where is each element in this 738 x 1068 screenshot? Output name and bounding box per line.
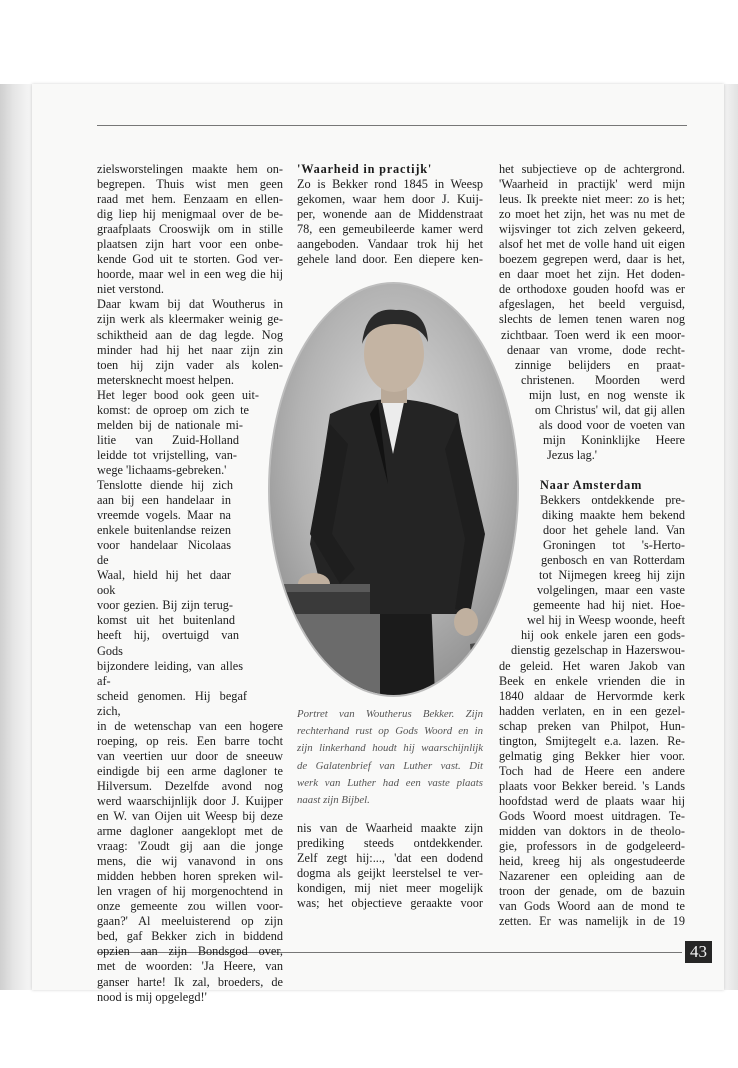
text-line: dig liep hij menigmaal over de be-: [97, 207, 283, 222]
text-line: plaats voor Bekker bereid. 's Lands: [499, 778, 685, 793]
text-line: gehele land door. Een diepere ken-: [297, 252, 483, 267]
text-line: dienstig gezelschap in Hazerswou-: [511, 643, 685, 658]
text-line: raad met hem. Eenzaam en ellen-: [97, 192, 283, 207]
text-line: opzien aan zijn Bondsgod over,: [97, 944, 283, 959]
text-line: in de wetenschap van een hogere: [97, 718, 283, 733]
text-line: en W. van Oijen uit Weesp bij deze: [97, 809, 283, 824]
text-line: Het leger bood ook geen uit-: [97, 387, 259, 402]
text-line: leus. Ik preekte niet meer: zo is het;: [499, 192, 685, 207]
portrait-caption: [297, 706, 483, 809]
text-line: bijzondere leiding, van alles af-: [97, 658, 243, 688]
text-line: Tenslotte diende hij zich: [97, 477, 233, 492]
text-line: kondigen, mij niet meer mogelijk: [297, 881, 483, 896]
text-line: Beek en enkele vrienden die in: [499, 673, 685, 688]
text-line: hoorde, maar wel in een weg die hij: [97, 267, 283, 282]
text-line: Waal, hield hij het daar ook: [97, 568, 231, 598]
text-line: schap preken van Philpot, Hun-: [499, 718, 685, 733]
text-line: onze gemeente zou willen voor-: [97, 899, 283, 914]
text-line: nood is mij opgelegd!': [97, 989, 207, 1004]
text-line: gemeente had hij niet. Hoe-: [533, 598, 685, 613]
text-line: tington, Smijtegelt e.a. lazen. Re-: [499, 733, 685, 748]
text-line: roeping, op reis. Een barre tocht: [97, 733, 283, 748]
text-line: begrepen. Thuis wist men geen: [97, 177, 283, 192]
text-line: Groningen tot 's-Herto-: [543, 538, 685, 553]
text-line: minder had hij het naar zijn zin: [97, 342, 283, 357]
text-line: aan bij een handelaar in: [97, 493, 231, 508]
column-1: [97, 162, 283, 1005]
text-line: dogma als geijkt leerstelsel te ver-: [297, 866, 483, 881]
text-line: slechts de lemen tenen waren nog: [499, 312, 685, 327]
text-line: van Gods Woord aan de mond te: [499, 899, 685, 914]
text-line: Daar kwam bij dat Woutherus in: [97, 297, 283, 312]
text-line: bed, gaf Bekker zich in biddend: [97, 929, 283, 944]
page-edge-shadow: [722, 84, 738, 990]
text-line: litie van Zuid-Holland: [97, 432, 239, 447]
text-line: de geleid. Het waren Jakob van: [499, 658, 685, 673]
text-line: nis van de Waarheid maakte zijn: [297, 821, 483, 835]
text-line: len vragen of hij morgenochtend in: [97, 884, 283, 899]
column-2-top: [297, 162, 483, 267]
text-line: Gods Woord moest uitdragen. Te-: [499, 808, 685, 823]
text-line: ganser harte! Ik zal, broeders, de: [97, 974, 283, 989]
text-line: troon der genade, om de bazuin: [499, 884, 685, 899]
text-line: genbosch en van Rotterdam: [541, 553, 685, 568]
text-line: het subjectieve op de achtergrond.: [499, 162, 685, 176]
text-line: mijn Koninklijke Heere: [543, 432, 685, 447]
text-line: scheid genomen. Hij begaf zich,: [97, 688, 247, 718]
text-line: Hilversum. Dezelfde avond nog: [97, 778, 283, 793]
text-line: gekomen, waar hem door J. Kuij-: [297, 192, 483, 207]
text-line: leidde tot vrijstelling, van-: [97, 447, 237, 462]
text-line: van veertien uur door de sneeuw: [97, 748, 283, 763]
text-line: Nazarener een opleiding aan de: [499, 869, 685, 884]
portrait-figure-icon: [270, 284, 517, 695]
text-line: hoofdstad werd de plaats waar hij: [499, 793, 685, 808]
caption-line: Portret van Woutherus Bekker. Zijn: [297, 708, 483, 720]
text-line: gie, professors in de godgeleerd-: [499, 839, 685, 854]
text-line: door het gehele land. Van: [543, 523, 685, 538]
text-line: aangeboden. Vandaar trok hij het: [297, 237, 483, 252]
text-line: Jezus lag.': [547, 447, 598, 462]
text-line: om Christus' wil, dat gij allen: [535, 402, 685, 417]
text-line: volgelingen, maar een vaste: [537, 583, 685, 598]
text-line: per, wonende aan de Middenstraat: [297, 207, 483, 222]
text-line: alsof het met de volle hand uit eigen: [499, 237, 685, 252]
text-line: schiktheid aan de dag legde. Nog: [97, 327, 283, 342]
text-line: voor gezien. Bij zijn terug-: [97, 598, 233, 613]
text-line: tot Nijmegen kreeg hij zijn: [539, 568, 685, 583]
text-line: komst uit het buitenland: [97, 613, 235, 628]
caption-line: naast zijn Bijbel.: [297, 794, 370, 807]
column-3: [499, 162, 685, 929]
text-line: Zo is Bekker rond 1845 in Weesp: [297, 177, 483, 192]
text-line: zijn werk als kleermaker weinig ge-: [97, 312, 283, 327]
text-line: vraag: 'Zoudt gij aan die jonge: [97, 839, 283, 854]
text-line: wijsvinger tot zich zelven gekeerd,: [499, 222, 685, 237]
text-line: eindigde bij een arme dagloner te: [97, 763, 283, 778]
text-line: melden bij de nationale mi-: [97, 417, 243, 432]
text-line: kende God uit te storten. God ver-: [97, 252, 283, 267]
text-line: Bekkers ontdekkende pre-: [540, 492, 685, 507]
text-line: heid, kreeg hij als ongestudeerde: [499, 854, 685, 869]
text-line: Toch had de Heere een andere: [499, 763, 685, 778]
text-line: met de woorden: 'Ja Heere, van: [97, 959, 283, 974]
text-line: midden hebben horen spreken wil-: [97, 869, 283, 884]
caption-line: de Galatenbrief van Luther vast. Dit: [297, 759, 483, 772]
text-line: komst: de oproep om zich te: [97, 402, 249, 417]
section-heading-amsterdam: Naar Amsterdam: [540, 477, 643, 492]
text-line: hij ook enkele jaren een gods-: [521, 628, 685, 643]
text-line: hadden verlaten, en in een gezel-: [499, 703, 685, 718]
text-line: en daar moet het zijn. Het doden-: [499, 267, 685, 282]
text-line: de orthodoxe gouden hoofd was er: [499, 282, 685, 297]
text-line: prediking steeds ontdekkender.: [297, 836, 483, 851]
text-line: toen hij zijn vader als kolen-: [97, 357, 283, 372]
text-line: zielsworstelingen maakte hem on-: [97, 162, 283, 176]
text-line: 'Waarheid in practijk' werd mijn: [499, 177, 685, 192]
text-line: diking maakte hem bekend: [542, 508, 685, 523]
text-line: zichtbaar. Toen werd ik een moor-: [501, 327, 685, 342]
text-line: als dood voor de voeten van: [539, 417, 685, 432]
text-line: arme dagloner aangeklopt met de: [97, 824, 283, 839]
text-line: zetten. Er was namelijk in de 19: [499, 914, 685, 929]
header-rule: [97, 125, 687, 126]
text-line: heeft hij, overtuigd van Gods: [97, 628, 239, 658]
text-line: 1840 aldaar de Hervormde kerk: [499, 688, 685, 703]
text-line: plaatsen zijn hart voor een onbe-: [97, 237, 283, 252]
text-line: gelmatig ging Bekker hier voor.: [499, 748, 685, 763]
text-line: metersknecht moest helpen.: [97, 372, 234, 387]
text-line: voor handelaar Nicolaas de: [97, 538, 231, 568]
text-line: denaar van vrome, dode recht-: [507, 342, 685, 357]
portrait-photo: [268, 282, 519, 697]
text-line: Zelf zegt hij:..., 'dat een dodend: [297, 851, 483, 866]
text-line: boezem gegrepen werd, daar is het,: [499, 252, 685, 267]
caption-line: werk van Luther had een vaste plaats: [297, 776, 483, 789]
text-line: gaan?' Al meeluisterend op zijn: [97, 914, 283, 929]
column-2-bottom: [297, 821, 483, 911]
text-line: wege 'lichaams-gebreken.': [97, 462, 227, 477]
text-line: werd waarschijnlijk door J. Kuijper: [97, 793, 283, 808]
text-line: vreemde vogels. Maar na: [97, 508, 231, 523]
caption-line: rechterhand rust op Gods Woord en in: [297, 725, 483, 738]
text-line: 78, een gemeubileerde kamer werd: [297, 222, 483, 237]
text-line: graafplaats Crooswijk om in stille: [97, 222, 283, 237]
text-line: zinnige belijders en praat-: [515, 357, 685, 372]
text-line: mens, die wij vanavond in ons: [97, 854, 283, 869]
text-line: zo moet het zijn, het was nu met de: [499, 207, 685, 222]
text-line: mijn lust, en nog wenste ik: [529, 387, 685, 402]
text-line: afgeslagen, het beeld verguisd,: [499, 297, 685, 312]
text-line: was; het objectieve geraakte voor: [297, 896, 483, 911]
section-heading-waarheid: 'Waarheid in practijk': [297, 162, 433, 176]
text-line: midden van doktors in de theolo-: [499, 824, 685, 839]
page-number: 43: [685, 941, 712, 963]
text-line: wel hij in Weesp woonde, heeft: [527, 613, 685, 628]
text-line: enkele buitenlandse reizen: [97, 523, 231, 538]
text-line: niet verstond.: [97, 282, 164, 297]
text-line: christenen. Moorden werd: [521, 372, 685, 387]
caption-line: zijn linkerhand houdt hij waarschijnlijk: [297, 742, 483, 755]
